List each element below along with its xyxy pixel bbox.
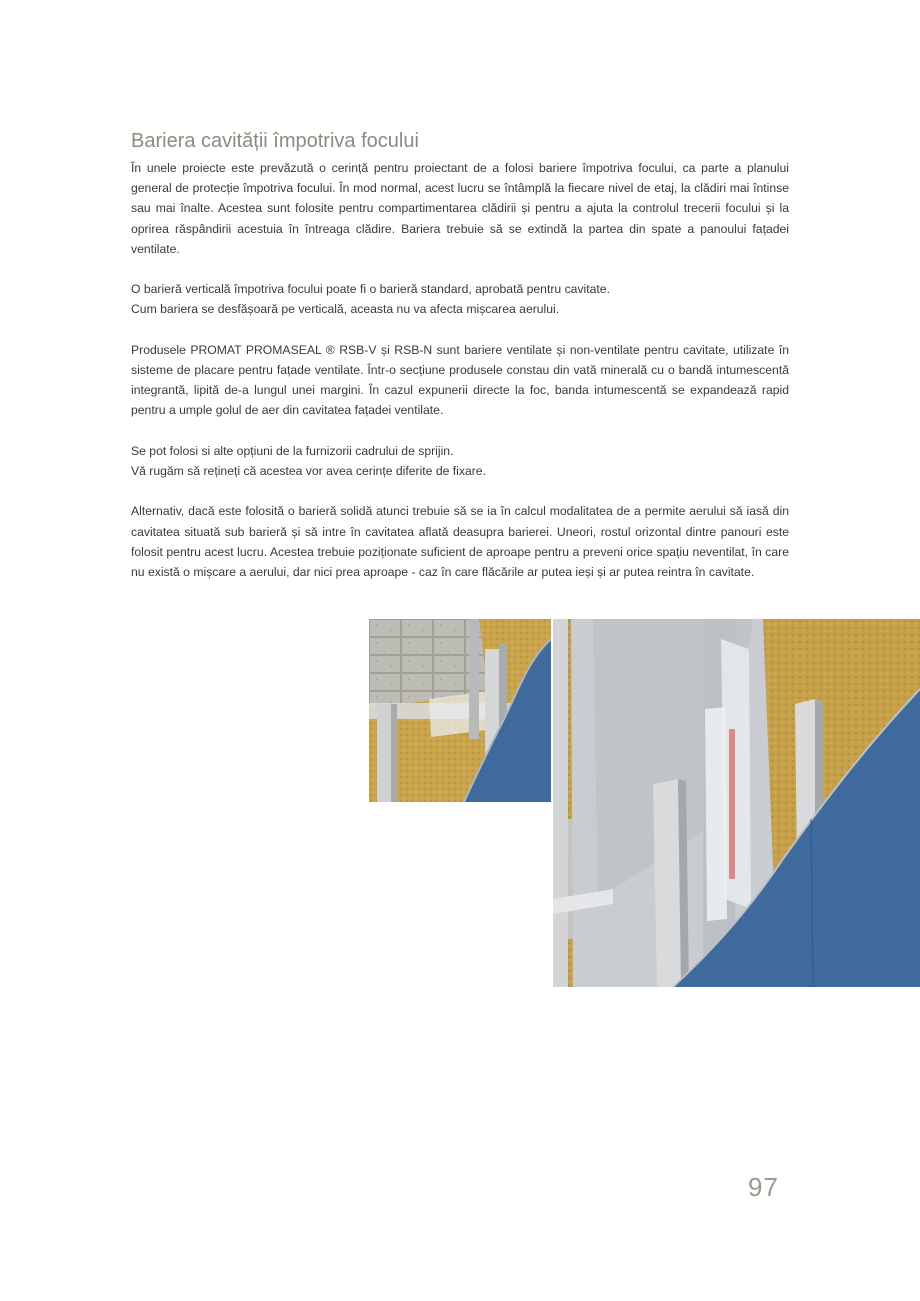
page-title: Bariera cavității împotriva focului <box>131 130 419 152</box>
paragraph-1: În unele proiecte este prevăzută o cerință pentru proiectant de a folosi bariere împotriva focului, ca parte a planului general de protecție împotriva focului. În mod normal, acest lucru se întâmplă la fiecare nivel de etaj, la clădiri mai întinse sau mai înalte. Acestea sunt folosite pentru compartimentarea clădirii și pentru a ajuta la controlul trecerii focului și la oprirea răspândirii acestuia în întreaga clădire. Bariera trebuie să se extindă la partea din spate a panoului fațadei ventilate. <box>131 161 789 256</box>
paragraph-4-line-1: Se pot folosi si alte opțiuni de la furnizorii cadrului de sprijin. <box>131 443 454 458</box>
paragraph-4-line-2: Vă rugăm să rețineți că acestea vor avea cerințe diferite de fixare. <box>131 464 486 478</box>
vertical-cavity-barrier-illustration <box>553 619 920 987</box>
cavity-barrier-detail-svg <box>369 619 551 802</box>
paragraph-2-line-1: O barieră verticală împotriva focului poate fi o barieră standard, aprobată pentru cavitate. <box>131 282 610 297</box>
cavity-barrier-detail-illustration <box>369 619 551 802</box>
paragraph-5: Alternativ, dacă este folosită o barieră solidă atunci trebuie să se ia în calcul modalitatea de a permite aerului să iasă din cavitatea situată sub barieră și să intre în cavitatea aflată deasupra barierei. Uneori, rostul orizontal dintre panouri este folosit pentru acest lucru. Acestea trebuie poziționate suficient de aproape pentru a preveni orice spațiu neventilat, în care nu există o mișcare a aerului, dar nici prea aproape - caz în care flăcările ar putea ieși și ar putea reintra în cavitate. <box>131 504 789 579</box>
page-number: 97 <box>748 1172 779 1202</box>
vertical-cavity-barrier-svg <box>553 619 920 987</box>
body-text <box>131 158 789 602</box>
paragraph-2 <box>131 279 789 319</box>
paragraph-3: Produsele PROMAT PROMASEAL ® RSB-V și RSB-N sunt bariere ventilate și non-ventilate pentru cavitate, utilizate în sisteme de placare pentru fațade ventilate. Într-o secțiune produsele constau din vată minerală cu o bandă intumescentă integrantă, lipită de-a lungul unei margini. În cazul expunerii directe la foc, banda intumescentă se expandează rapid pentru a umple golul de aer din cavitatea fațadei ventilate. <box>131 342 789 418</box>
paragraph-2-line-2: Cum bariera se desfășoară pe verticală, aceasta nu va afecta mișcarea aerului. <box>131 302 560 317</box>
paragraph-4 <box>131 441 789 481</box>
